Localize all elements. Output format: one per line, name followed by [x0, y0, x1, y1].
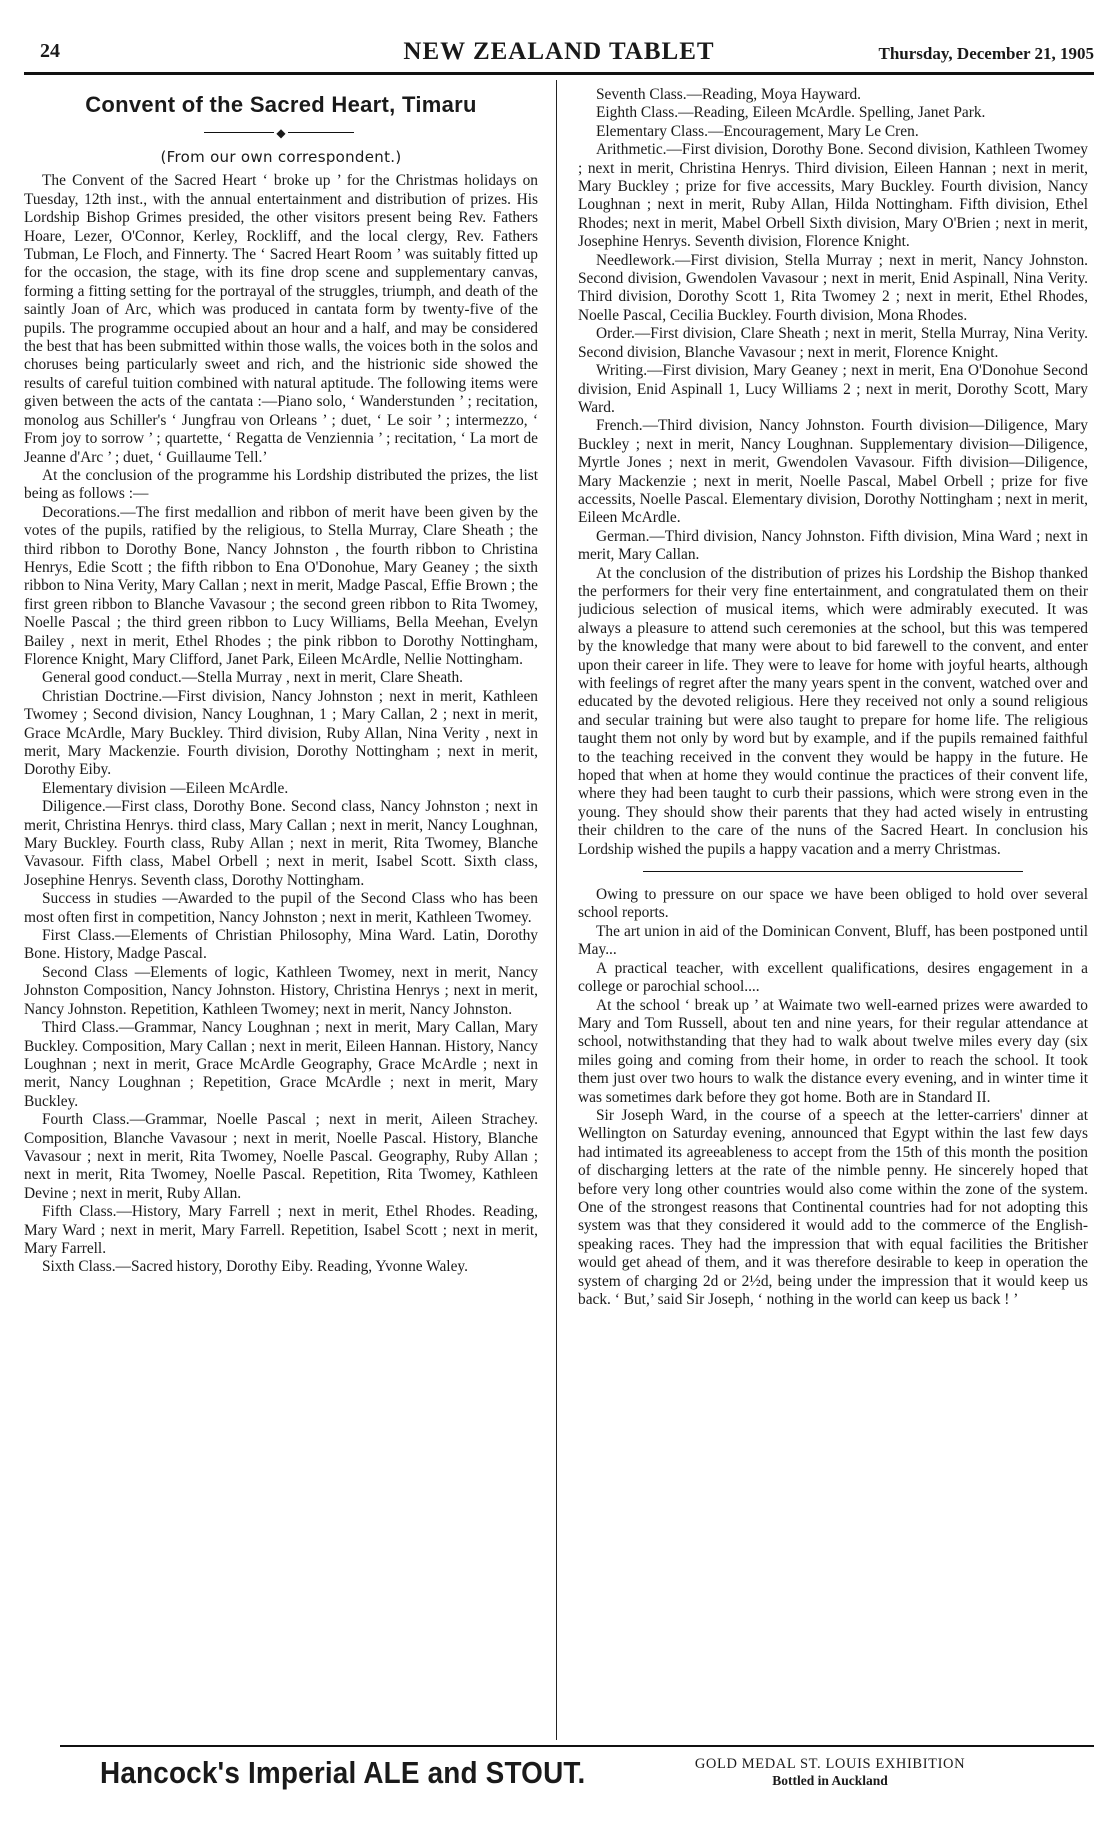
article-paragraph: Sixth Class.—Sacred history, Dorothy Eiby. Reading, Yvonne Waley. — [42, 1258, 468, 1276]
article-paragraph: Arithmetic.—First division, Dorothy Bone. Second division, Kathleen Twomey ; next in merit, Christina Henrys. Third division, Eileen Hannan ; next in merit, Mary Buckley ; prize for five accessits, Mary Buckley. Fourth division, Nancy Loughnan ; next in merit, Ruby Allan, Hilda Nottingham. Fifth division, Ethel Rhodes; next in merit, Mabel Orbell Sixth division, Mary O'Brien ; next in merit, Josephine Henrys. Seventh division, Florence Knight. — [578, 141, 1088, 251]
left-column — [24, 86, 538, 1721]
article-paragraph: At the conclusion of the distribution of prizes his Lordship the Bishop thanked the performers for their very fine entertainment, and congratulated them on their judicious selection of musical items, which were admirably executed. It was always a pleasure to attend such ceremonies at the school, but this was tempered by the knowledge that many were about to bid farewell to the convent, and enter upon their career in life. They were to leave for home with joyful hearts, although with feelings of regret after the many years spent in the convent, watched over and educated by the devoted religious. Here they received not only a sound religious and secular training but were also taught to prepare for home life. The religious taught them not only by word but by example, and if the pupils remained faithful to the teaching received in the convent they would be happy in the future. He hoped that when at home they would continue the practices of their convent life, where they had been taught to curb their passions, which were strong even in the young. They should show their parents that they had acted wisely in entrusting their children to the care of the nuns of the Sacred Heart. In conclusion his Lordship wished the pupils a happy vacation and a merry Christmas. — [578, 564, 1088, 858]
article-paragraph: Success in studies —Awarded to the pupil of the Second Class who has been most often first in competition, Nancy Johnston ; next in merit, Kathleen Twomey. — [24, 890, 538, 926]
article-paragraph: Writing.—First division, Mary Geaney ; next in merit, Ena O'Donohue Second division, Enid Aspinall 1, Lucy Williams 2 ; next in merit, Dorothy Scott, Mary Ward. — [578, 362, 1088, 416]
news-note-paragraph: Owing to pressure on our space we have been obliged to hold over several school reports. — [578, 886, 1088, 922]
page-header — [24, 38, 1094, 70]
article-paragraph: At the conclusion of the programme his Lordship distributed the prizes, the list being as follows :— — [24, 466, 538, 503]
news-notes — [578, 886, 1088, 1309]
article-continuation — [578, 86, 1088, 859]
masthead-title: NEW ZEALAND TABLET — [403, 38, 715, 65]
article-paragraph: Elementary division —Eileen McArdle. — [42, 779, 289, 797]
article-paragraph: Decorations.—The first medallion and ribbon of merit have been given by the votes of the pupils, ratified by the religious, to Stella Murray, Clare Sheath ; the third ribbon to Dorothy Bone, Nancy Johnston , the fourth ribbon to Christina Henrys, Edie Scott ; the fifth ribbon to Ena O'Donohue, Mary Geaney ; the sixth ribbon to Nina Verity, Mary Callan ; next in merit, Madge Pascal, Effie Brown ; the first green ribbon to Blanche Vavasour ; the second green ribbon to Rita Twomey, Noelle Pascal ; the third green ribbon to Lucy Williams, Bella Meehan, Evelyn Bailey , next in merit, Ethel Rhodes ; the pink ribbon to Dorothy Nottingham, Florence Knight, Mary Clifford, Janet Park, Eileen McArdle, Nellie Nottingham. — [24, 503, 538, 668]
article-paragraph: Fifth Class.—History, Mary Farrell ; next in merit, Ethel Rhodes. Reading, Mary Ward ; next in merit, Mary Farrell. Repetition, Isabel Scott ; next in merit, Mary Farrell. — [24, 1203, 538, 1257]
article-paragraph: Fourth Class.—Grammar, Noelle Pascal ; next in merit, Aileen Strachey. Composition, Blanche Vavasour ; next in merit, Noelle Pascal. History, Blanche Vavasour ; next in merit, Rita Twomey, Noelle Pascal. Geography, Ruby Allan ; next in merit, Rita Twomey, Noelle Pascal. Repetition, Rita Twomey, Kathleen Devine ; next in merit, Ruby Allan. — [24, 1111, 538, 1202]
section-divider — [643, 871, 1023, 872]
news-note-paragraph: Sir Joseph Ward, in the course of a speech at the letter-carriers' dinner at Wellington on Saturday evening, announced that Egypt within the last few days had intimated its agreeableness to accept from the 15th of this month the position of discharging letters at the rate of the nimble penny. He sincerely hoped that before very long other countries would also come within the zone of the system. One of the strongest reasons that Continental countries had for not adopting this system was that they considered it would add to the commerce of the English-speaking races. They had the impression that with equal facilities the Britisher would get ahead of them, and it was therefore desirable to keep in operation the system of charging 2d or 2½d, being under the impression that it would keep us back. ‘ But,’ said Sir Joseph, ‘ nothing in the world can keep us back ! ’ — [578, 1106, 1088, 1308]
news-note-paragraph: At the school ‘ break up ’ at Waimate two well-earned prizes were awarded to Mary and Tom Russell, about ten and nine years, for their regular attendance at school, notwithstanding that they had to walk about twelve miles every day (six miles going and coming from their home, in order to reach the school. It took them just over two hours to walk the distance every evening, and in winter time it was sometimes dark before they got home. Both are in Standard II. — [578, 996, 1088, 1106]
article-body — [24, 172, 538, 1276]
article-paragraph: Eighth Class.—Reading, Eileen McArdle. Spelling, Janet Park. — [596, 104, 986, 122]
article-paragraph: Needlework.—First division, Stella Murray ; next in merit, Nancy Johnston. Second division, Gwendolen Vavasour ; next in merit, Enid Aspinall, Nina Verity. Third division, Dorothy Scott 1, Rita Twomey 2 ; next in merit, Ethel Rhodes, Noelle Pascal, Cecilia Buckley. Fourth division, Mona Rhodes. — [578, 251, 1088, 324]
advert-hancocks: Hancock's Imperial ALE and STOUT. — [100, 1755, 586, 1790]
news-note-paragraph: A practical teacher, with excellent qualifications, desires engagement in a college or parochial school.... — [578, 959, 1088, 996]
article-paragraph: Third Class.—Grammar, Nancy Loughnan ; next in merit, Mary Callan, Mary Buckley. Composition, Mary Callan ; next in merit, Eileen Hannan. History, Nancy Loughnan ; next in merit, Grace McArdle Geography, Grace McArdle ; next in merit, Nancy Loughnan ; Repetition, Grace McArdle ; next in merit, Mary Buckley. — [24, 1019, 538, 1110]
diamond-icon: ◆ — [276, 126, 286, 140]
header-rule — [24, 72, 1094, 75]
news-note-paragraph: The art union in aid of the Dominican Convent, Bluff, has been postponed until May... — [578, 922, 1088, 959]
article-paragraph: French.—Third division, Nancy Johnston. Fourth division—Diligence, Mary Buckley ; next in merit, Nancy Loughnan. Supplementary division—Diligence, Myrtle Jones ; next in merit, Gwendolen Vavasour. Fifth division—Diligence, Mary Mackenzie ; next in merit, Noelle Pascal, Mabel Orbell ; prize for five accessits, Noelle Pascal. Elementary division, Dorothy Nottingham ; next in merit, Eileen McArdle. — [578, 417, 1088, 527]
article-paragraph: Elementary Class.—Encouragement, Mary Le Cren. — [596, 122, 919, 140]
article-byline: (From our own correspondent.) — [160, 148, 402, 166]
right-column — [578, 86, 1088, 1721]
advert-exhibition-line: GOLD MEDAL ST. LOUIS EXHIBITION — [694, 1756, 966, 1772]
advert-bottled-line: Bottled in Auckland — [772, 1773, 888, 1788]
article-title: Convent of the Sacred Heart, Timaru — [85, 92, 477, 117]
advert-gold-medal — [640, 1756, 1020, 1789]
page-number: 24 — [40, 40, 60, 62]
article-paragraph: The Convent of the Sacred Heart ‘ broke up ’ for the Christmas holidays on Tuesday, 12th inst., with the annual entertainment and distribution of prizes. His Lordship Bishop Grimes presided, the other visitors present being Rev. Fathers Hoare, Lezer, O'Connor, Kerley, Rockliff, and the local clergy, Rev. Fathers Tubman, Le Floch, and Finnerty. The ‘ Sacred Heart Room ’ was suitably fitted up for the occasion, the stage, with its fine drop scene and supplementary canvas, forming a fitting setting for the portrayal of the struggles, triumph, and death of the saintly Joan of Arc, which was produced in cantata form by twenty-five of the pupils. The programme occupied about an hour and a half, and may be considered the best that has been submitted within those walls, the voices both in the solos and choruses being particularly sweet and rich, and the histrionic side showed the results of careful tuition combined with natural aptitude. The following items were given between the acts of the cantata :—Piano solo, ‘ Wanderstunden ’ ; recitation, monolog aus Schiller's ‘ Jungfrau von Orleans ’ ; duet, ‘ Le soir ’ ; intermezzo, ‘ From joy to sorrow ’ ; quartette, ‘ Regatta de Venziennia ’ ; recitation, ‘ La mort de Jeanne d'Arc ’ ; duet, ‘ Guillaume Tell.’ — [24, 172, 538, 466]
advert-rule — [60, 1745, 1094, 1747]
article-paragraph: German.—Third division, Nancy Johnston. Fifth division, Mina Ward ; next in merit, Mary Callan. — [578, 527, 1088, 564]
issue-date: Thursday, December 21, 1905 — [878, 44, 1094, 63]
article-paragraph: General good conduct.—Stella Murray , next in merit, Clare Sheath. — [42, 669, 463, 687]
article-paragraph: Order.—First division, Clare Sheath ; next in merit, Stella Murray, Nina Verity. Second division, Blanche Vavasour ; next in merit, Florence Knight. — [578, 325, 1088, 361]
article-paragraph: Christian Doctrine.—First division, Nancy Johnston ; next in merit, Kathleen Twomey ; Second division, Nancy Loughnan, 1 ; Mary Callan, 2 ; next in merit, Grace McArdle, Mary Buckley. Third division, Ruby Allan, Nina Verity , next in merit, Mary Mackenzie. Fourth division, Dorothy Nottingham ; next in merit, Dorothy Eiby. — [24, 687, 538, 779]
article-paragraph: Second Class —Elements of logic, Kathleen Twomey, next in merit, Nancy Johnston Composition, Nancy Johnston. History, Christina Henrys ; next in merit, Nancy Johnston. Repetition, Kathleen Twomey; next in merit, Nancy Johnston. — [24, 963, 538, 1018]
article-paragraph: First Class.—Elements of Christian Philosophy, Mina Ward. Latin, Dorothy Bone. History, Madge Pascal. — [24, 927, 538, 963]
article-paragraph: Diligence.—First class, Dorothy Bone. Second class, Nancy Johnston ; next in merit, Christina Henrys. third class, Mary Callan ; next in merit, Nancy Loughnan, Mary Buckley. Fourth class, Ruby Allan ; next in merit, Rita Twomey, Blanche Vavasour. Fifth class, Mabel Orbell ; next in merit, Isabel Scott. Sixth class, Josephine Henrys. Seventh class, Dorothy Nottingham. — [24, 798, 538, 889]
article-paragraph: Seventh Class.—Reading, Moya Hayward. — [596, 86, 862, 103]
column-divider — [556, 80, 557, 1740]
title-ornament — [24, 124, 538, 140]
